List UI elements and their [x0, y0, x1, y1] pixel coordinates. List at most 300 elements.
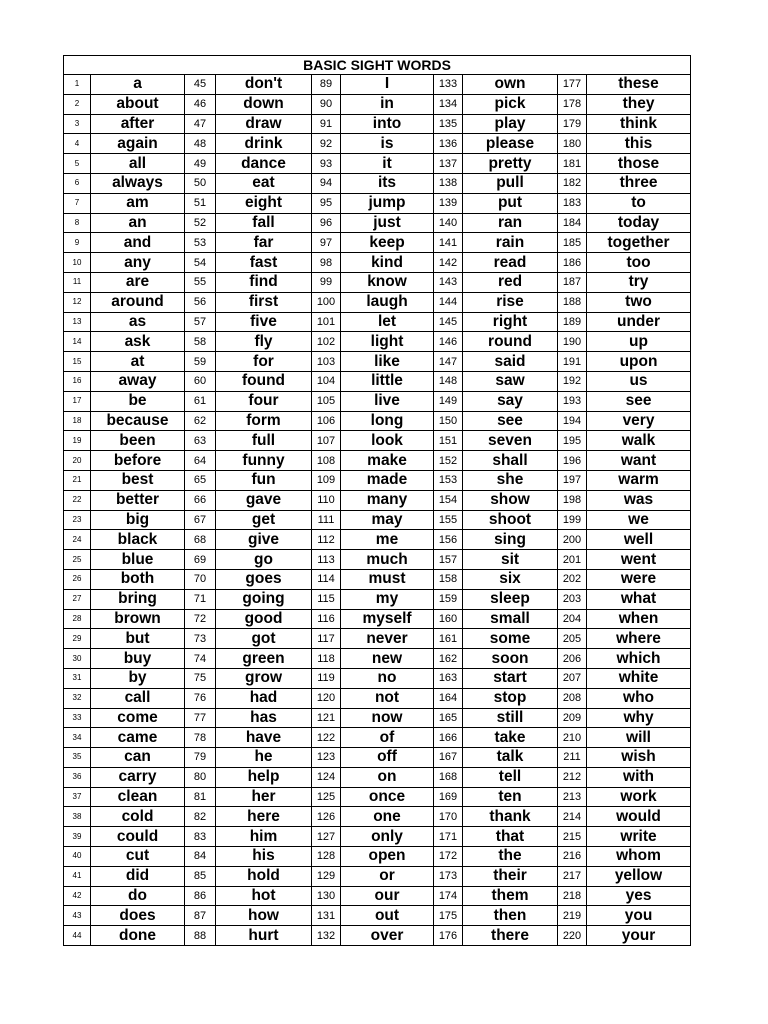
word-number: 63: [185, 431, 216, 451]
sight-word: or: [341, 866, 434, 886]
sight-word: we: [587, 510, 691, 530]
sight-word: thank: [463, 807, 558, 827]
sight-word: myself: [341, 609, 434, 629]
sight-word: no: [341, 668, 434, 688]
word-number: 199: [558, 510, 587, 530]
word-number: 219: [558, 906, 587, 926]
sight-word: again: [91, 134, 185, 154]
word-number: 217: [558, 866, 587, 886]
table-row: [64, 866, 691, 886]
word-number: 58: [185, 332, 216, 352]
word-number: 48: [185, 134, 216, 154]
word-number: 132: [312, 926, 341, 946]
word-number: 102: [312, 332, 341, 352]
word-number: 177: [558, 75, 587, 95]
sight-word: small: [463, 609, 558, 629]
sight-word: cold: [91, 807, 185, 827]
sight-word: fun: [216, 470, 312, 490]
word-number: 11: [64, 272, 91, 292]
sight-word: far: [216, 233, 312, 253]
sight-word: me: [341, 530, 434, 550]
word-number: 79: [185, 748, 216, 768]
word-number: 23: [64, 510, 91, 530]
sight-word: all: [91, 154, 185, 174]
word-number: 90: [312, 94, 341, 114]
sight-word: soon: [463, 649, 558, 669]
word-number: 4: [64, 134, 91, 154]
table-row: [64, 629, 691, 649]
table-row: [64, 253, 691, 273]
sight-word: were: [587, 569, 691, 589]
sight-word: kind: [341, 253, 434, 273]
word-number: 159: [434, 589, 463, 609]
word-number: 201: [558, 550, 587, 570]
sight-word: gave: [216, 490, 312, 510]
word-number: 158: [434, 569, 463, 589]
sight-word: ask: [91, 332, 185, 352]
sight-word: away: [91, 371, 185, 391]
table-row: [64, 906, 691, 926]
sight-word: once: [341, 787, 434, 807]
sight-word: when: [587, 609, 691, 629]
word-number: 82: [185, 807, 216, 827]
sight-word: our: [341, 886, 434, 906]
word-number: 117: [312, 629, 341, 649]
word-number: 54: [185, 253, 216, 273]
sight-word: open: [341, 847, 434, 867]
word-number: 209: [558, 708, 587, 728]
word-number: 130: [312, 886, 341, 906]
sight-word: eight: [216, 193, 312, 213]
word-number: 193: [558, 391, 587, 411]
word-number: 97: [312, 233, 341, 253]
word-number: 137: [434, 154, 463, 174]
sight-word: in: [341, 94, 434, 114]
sight-word: start: [463, 668, 558, 688]
word-number: 98: [312, 253, 341, 273]
sight-word: form: [216, 411, 312, 431]
sight-word: just: [341, 213, 434, 233]
sight-word: for: [216, 352, 312, 372]
sight-word: call: [91, 688, 185, 708]
word-number: 171: [434, 827, 463, 847]
word-number: 46: [185, 94, 216, 114]
sight-word: am: [91, 193, 185, 213]
sight-word: before: [91, 451, 185, 471]
sight-word: the: [463, 847, 558, 867]
word-number: 95: [312, 193, 341, 213]
word-number: 125: [312, 787, 341, 807]
word-number: 74: [185, 649, 216, 669]
sight-word: then: [463, 906, 558, 926]
word-number: 91: [312, 114, 341, 134]
table-row: [64, 708, 691, 728]
word-number: 81: [185, 787, 216, 807]
word-number: 61: [185, 391, 216, 411]
sight-word: his: [216, 847, 312, 867]
word-number: 53: [185, 233, 216, 253]
word-number: 40: [64, 847, 91, 867]
word-number: 94: [312, 173, 341, 193]
word-number: 183: [558, 193, 587, 213]
sight-word: went: [587, 550, 691, 570]
sight-word: clean: [91, 787, 185, 807]
word-number: 36: [64, 767, 91, 787]
table-row: [64, 352, 691, 372]
table-row: [64, 154, 691, 174]
sight-word: upon: [587, 352, 691, 372]
word-number: 62: [185, 411, 216, 431]
table-row: [64, 668, 691, 688]
sight-word: work: [587, 787, 691, 807]
word-number: 215: [558, 827, 587, 847]
sight-word: into: [341, 114, 434, 134]
sight-word: red: [463, 272, 558, 292]
sight-word: made: [341, 470, 434, 490]
word-number: 118: [312, 649, 341, 669]
sight-word: an: [91, 213, 185, 233]
sight-word: you: [587, 906, 691, 926]
sight-word: many: [341, 490, 434, 510]
word-number: 207: [558, 668, 587, 688]
sight-word: three: [587, 173, 691, 193]
sight-word: keep: [341, 233, 434, 253]
sight-word: who: [587, 688, 691, 708]
table-row: [64, 233, 691, 253]
word-number: 160: [434, 609, 463, 629]
word-number: 143: [434, 272, 463, 292]
sight-word: was: [587, 490, 691, 510]
sight-word: well: [587, 530, 691, 550]
word-number: 51: [185, 193, 216, 213]
sight-word: get: [216, 510, 312, 530]
word-number: 144: [434, 292, 463, 312]
word-number: 168: [434, 767, 463, 787]
sight-word: don't: [216, 75, 312, 95]
table-row: [64, 490, 691, 510]
word-number: 185: [558, 233, 587, 253]
word-number: 212: [558, 767, 587, 787]
sight-word: any: [91, 253, 185, 273]
word-number: 37: [64, 787, 91, 807]
word-number: 67: [185, 510, 216, 530]
word-number: 39: [64, 827, 91, 847]
sight-word: see: [587, 391, 691, 411]
sight-word: try: [587, 272, 691, 292]
sight-word: pull: [463, 173, 558, 193]
sight-word: will: [587, 728, 691, 748]
word-number: 124: [312, 767, 341, 787]
table-row: [64, 411, 691, 431]
word-number: 112: [312, 530, 341, 550]
sight-word: eat: [216, 173, 312, 193]
sight-word: best: [91, 470, 185, 490]
word-number: 153: [434, 470, 463, 490]
sight-word: know: [341, 272, 434, 292]
word-number: 101: [312, 312, 341, 332]
word-number: 86: [185, 886, 216, 906]
sight-word: after: [91, 114, 185, 134]
word-number: 50: [185, 173, 216, 193]
table-row: [64, 391, 691, 411]
word-number: 114: [312, 569, 341, 589]
table-row: [64, 510, 691, 530]
sight-word: been: [91, 431, 185, 451]
word-number: 77: [185, 708, 216, 728]
word-number: 42: [64, 886, 91, 906]
sight-word: one: [341, 807, 434, 827]
word-number: 129: [312, 866, 341, 886]
sight-word: as: [91, 312, 185, 332]
word-number: 33: [64, 708, 91, 728]
sight-word: good: [216, 609, 312, 629]
sight-word: show: [463, 490, 558, 510]
word-number: 27: [64, 589, 91, 609]
word-number: 52: [185, 213, 216, 233]
word-number: 191: [558, 352, 587, 372]
word-number: 29: [64, 629, 91, 649]
table-row: [64, 75, 691, 95]
sight-word: has: [216, 708, 312, 728]
sight-word: wish: [587, 748, 691, 768]
sight-word: long: [341, 411, 434, 431]
word-number: 84: [185, 847, 216, 867]
word-number: 139: [434, 193, 463, 213]
sight-word: write: [587, 827, 691, 847]
sight-word: that: [463, 827, 558, 847]
sight-word: him: [216, 827, 312, 847]
sight-word: now: [341, 708, 434, 728]
word-number: 133: [434, 75, 463, 95]
sight-word: six: [463, 569, 558, 589]
table-row: [64, 371, 691, 391]
sight-word: laugh: [341, 292, 434, 312]
sight-word: at: [91, 352, 185, 372]
table-row: [64, 807, 691, 827]
word-number: 166: [434, 728, 463, 748]
sight-word: rain: [463, 233, 558, 253]
sight-word: my: [341, 589, 434, 609]
word-number: 70: [185, 569, 216, 589]
table-row: [64, 272, 691, 292]
sight-word: give: [216, 530, 312, 550]
sight-word: full: [216, 431, 312, 451]
sight-word: new: [341, 649, 434, 669]
sight-word: have: [216, 728, 312, 748]
word-number: 192: [558, 371, 587, 391]
sight-word: both: [91, 569, 185, 589]
word-number: 15: [64, 352, 91, 372]
table-row: [64, 312, 691, 332]
word-number: 203: [558, 589, 587, 609]
sight-word: over: [341, 926, 434, 946]
sight-word: fly: [216, 332, 312, 352]
sight-word: why: [587, 708, 691, 728]
word-number: 178: [558, 94, 587, 114]
sight-word: off: [341, 748, 434, 768]
word-number: 175: [434, 906, 463, 926]
word-number: 213: [558, 787, 587, 807]
word-number: 20: [64, 451, 91, 471]
word-number: 208: [558, 688, 587, 708]
word-number: 34: [64, 728, 91, 748]
word-number: 186: [558, 253, 587, 273]
word-number: 66: [185, 490, 216, 510]
word-number: 211: [558, 748, 587, 768]
sight-word: be: [91, 391, 185, 411]
sight-word: always: [91, 173, 185, 193]
sight-word: yes: [587, 886, 691, 906]
word-number: 38: [64, 807, 91, 827]
sight-word: make: [341, 451, 434, 471]
sight-word: and: [91, 233, 185, 253]
sight-word: blue: [91, 550, 185, 570]
sight-word: under: [587, 312, 691, 332]
word-number: 162: [434, 649, 463, 669]
sight-word: he: [216, 748, 312, 768]
word-number: 14: [64, 332, 91, 352]
word-number: 138: [434, 173, 463, 193]
sight-word: bring: [91, 589, 185, 609]
sight-word: this: [587, 134, 691, 154]
sight-word: put: [463, 193, 558, 213]
word-number: 157: [434, 550, 463, 570]
word-number: 134: [434, 94, 463, 114]
word-number: 188: [558, 292, 587, 312]
sight-word: it: [341, 154, 434, 174]
word-number: 155: [434, 510, 463, 530]
sight-word: done: [91, 926, 185, 946]
sight-word: those: [587, 154, 691, 174]
sight-word: them: [463, 886, 558, 906]
sight-word: had: [216, 688, 312, 708]
word-number: 141: [434, 233, 463, 253]
sight-word: how: [216, 906, 312, 926]
sight-word: think: [587, 114, 691, 134]
word-number: 187: [558, 272, 587, 292]
word-number: 44: [64, 926, 91, 946]
sight-word: found: [216, 371, 312, 391]
word-number: 65: [185, 470, 216, 490]
word-number: 184: [558, 213, 587, 233]
sight-word: these: [587, 75, 691, 95]
page-title: BASIC SIGHT WORDS: [64, 56, 691, 75]
word-number: 161: [434, 629, 463, 649]
word-number: 6: [64, 173, 91, 193]
word-number: 10: [64, 253, 91, 273]
sight-word: can: [91, 748, 185, 768]
word-number: 9: [64, 233, 91, 253]
sight-word: help: [216, 767, 312, 787]
table-row: [64, 827, 691, 847]
sight-word: out: [341, 906, 434, 926]
sight-word: but: [91, 629, 185, 649]
sight-word: down: [216, 94, 312, 114]
sight-word: fall: [216, 213, 312, 233]
sight-word: play: [463, 114, 558, 134]
sight-word: whom: [587, 847, 691, 867]
table-row: [64, 926, 691, 946]
word-number: 122: [312, 728, 341, 748]
table-row: [64, 649, 691, 669]
word-number: 88: [185, 926, 216, 946]
word-number: 1: [64, 75, 91, 95]
word-number: 142: [434, 253, 463, 273]
sight-word: go: [216, 550, 312, 570]
word-number: 214: [558, 807, 587, 827]
sight-word: does: [91, 906, 185, 926]
sight-word: carry: [91, 767, 185, 787]
sight-word: cut: [91, 847, 185, 867]
sight-word: funny: [216, 451, 312, 471]
word-number: 24: [64, 530, 91, 550]
sight-word: sing: [463, 530, 558, 550]
word-number: 173: [434, 866, 463, 886]
word-number: 128: [312, 847, 341, 867]
sight-words-table: [63, 55, 691, 946]
sight-word: to: [587, 193, 691, 213]
word-number: 182: [558, 173, 587, 193]
word-number: 169: [434, 787, 463, 807]
sight-word: very: [587, 411, 691, 431]
sight-word: two: [587, 292, 691, 312]
sight-word: see: [463, 411, 558, 431]
word-number: 3: [64, 114, 91, 134]
word-number: 196: [558, 451, 587, 471]
sight-word: come: [91, 708, 185, 728]
sight-word: sleep: [463, 589, 558, 609]
word-number: 7: [64, 193, 91, 213]
sight-word: ten: [463, 787, 558, 807]
sight-word: grow: [216, 668, 312, 688]
sight-word: with: [587, 767, 691, 787]
word-number: 105: [312, 391, 341, 411]
word-number: 85: [185, 866, 216, 886]
sight-word: brown: [91, 609, 185, 629]
word-number: 113: [312, 550, 341, 570]
sight-word: big: [91, 510, 185, 530]
word-number: 197: [558, 470, 587, 490]
word-number: 89: [312, 75, 341, 95]
table-row: [64, 748, 691, 768]
word-number: 76: [185, 688, 216, 708]
word-number: 41: [64, 866, 91, 886]
table-row: [64, 332, 691, 352]
sight-word: hurt: [216, 926, 312, 946]
word-number: 210: [558, 728, 587, 748]
sight-word: let: [341, 312, 434, 332]
sight-word: five: [216, 312, 312, 332]
word-number: 5: [64, 154, 91, 174]
word-number: 156: [434, 530, 463, 550]
word-number: 108: [312, 451, 341, 471]
sight-word: they: [587, 94, 691, 114]
sight-word: tell: [463, 767, 558, 787]
sight-word: her: [216, 787, 312, 807]
table-row: [64, 94, 691, 114]
word-number: 170: [434, 807, 463, 827]
sight-word: together: [587, 233, 691, 253]
sight-word: never: [341, 629, 434, 649]
sight-word: fast: [216, 253, 312, 273]
sight-word: four: [216, 391, 312, 411]
word-number: 107: [312, 431, 341, 451]
word-number: 92: [312, 134, 341, 154]
sight-word: would: [587, 807, 691, 827]
sight-word: green: [216, 649, 312, 669]
sight-word: draw: [216, 114, 312, 134]
word-number: 119: [312, 668, 341, 688]
